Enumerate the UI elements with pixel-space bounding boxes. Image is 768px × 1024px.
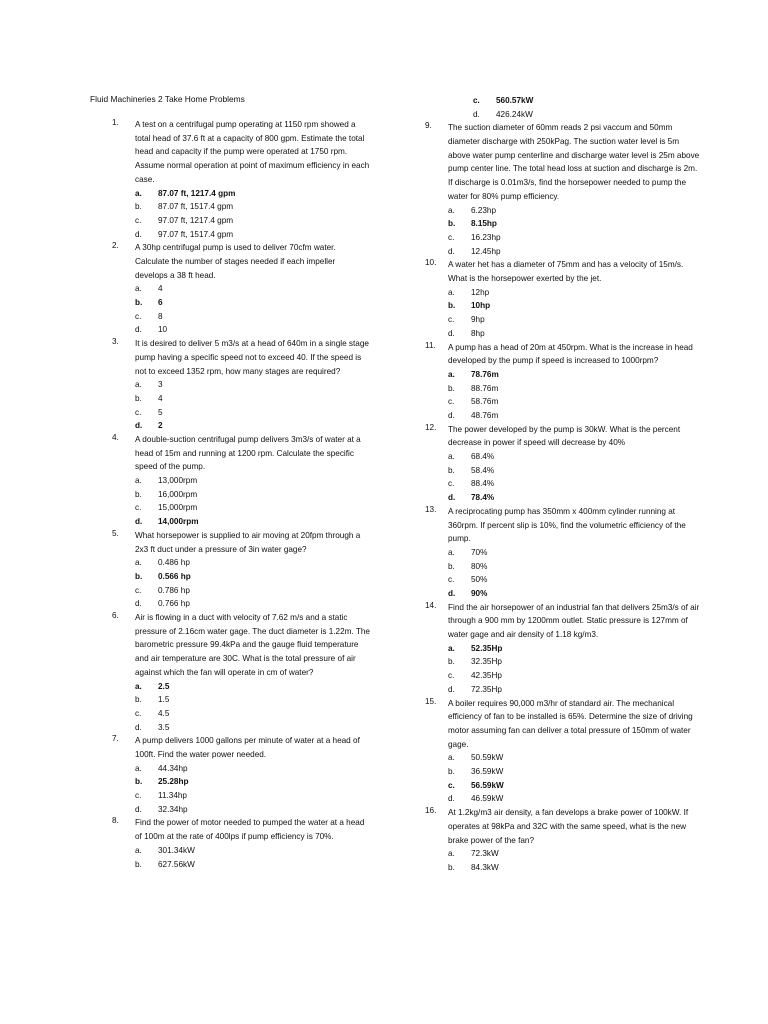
options-list xyxy=(135,187,370,242)
question-item xyxy=(112,816,370,871)
answer-option xyxy=(135,570,370,584)
question-text: A reciprocating pump has 350mm x 400mm cylinder running at 360rpm. If percent slip is 10%, find the volumetric efficiency of the pump. xyxy=(448,506,686,544)
option-letter: a. xyxy=(448,753,455,763)
question-text: A pump delivers 1000 gallons per minute of water at a head of 100ft. Find the water power needed. xyxy=(135,736,360,759)
answer-option xyxy=(135,501,370,515)
option-letter: b. xyxy=(448,561,455,571)
option-text: 2 xyxy=(158,421,163,431)
option-letter: a. xyxy=(448,547,455,557)
option-text: 32.34hp xyxy=(158,804,188,814)
option-text: 12hp xyxy=(471,287,490,297)
option-letter: c. xyxy=(448,315,455,325)
option-letter: d. xyxy=(135,229,142,239)
option-text: 426.24kW xyxy=(496,109,533,119)
option-text: 72.3kW xyxy=(471,849,499,859)
question-item xyxy=(425,258,700,340)
question-text: A water het has a diameter of 75mm and has a velocity of 15m/s. What is the horsepower exerted by the jet. xyxy=(448,260,684,284)
question-item xyxy=(112,529,370,611)
option-text: 6.23hp xyxy=(471,205,497,215)
answer-option xyxy=(448,299,700,313)
option-text: 9hp xyxy=(471,315,485,325)
question-number: 15. xyxy=(425,696,437,706)
option-text: 5 xyxy=(158,407,163,417)
question-item xyxy=(425,806,700,874)
options-list xyxy=(448,546,700,601)
question-item xyxy=(112,118,370,241)
option-letter: c. xyxy=(135,311,142,321)
question-item xyxy=(425,505,700,601)
option-letter: c. xyxy=(448,780,455,790)
options-list xyxy=(448,204,700,259)
option-text: 42.35Hp xyxy=(471,671,502,681)
option-letter: a. xyxy=(135,681,142,691)
option-text: 10 xyxy=(158,325,168,335)
option-text: 15,000rpm xyxy=(158,503,198,513)
option-letter: b. xyxy=(448,465,455,475)
answer-option xyxy=(135,406,370,420)
option-text: 50% xyxy=(471,575,488,585)
options-list xyxy=(448,450,700,505)
answer-option xyxy=(448,477,700,491)
option-text: 88.4% xyxy=(471,479,495,489)
question-number: 11. xyxy=(425,340,436,350)
right-questions xyxy=(425,121,700,874)
question-item xyxy=(112,337,370,433)
option-text: 78.4% xyxy=(471,493,495,503)
option-letter: b. xyxy=(448,862,455,872)
question-item xyxy=(425,121,700,258)
option-text: 10hp xyxy=(471,301,491,311)
option-letter: b. xyxy=(135,859,142,869)
option-letter: b. xyxy=(135,393,142,403)
option-text: 0.486 hp xyxy=(158,558,190,568)
option-letter: c. xyxy=(448,671,455,681)
option-text: 32.35Hp xyxy=(471,657,502,667)
answer-option xyxy=(135,597,370,611)
option-text: 88.76m xyxy=(471,383,499,393)
option-text: 0.786 hp xyxy=(158,585,190,595)
answer-option xyxy=(135,858,370,872)
answer-option xyxy=(135,515,370,529)
answer-option xyxy=(448,683,700,697)
option-text: 8 xyxy=(158,311,163,321)
option-text: 13,000rpm xyxy=(158,476,198,486)
question-number: 13. xyxy=(425,504,437,514)
answer-option xyxy=(448,765,700,779)
answer-option xyxy=(135,584,370,598)
answer-option xyxy=(135,378,370,392)
option-text: 58.4% xyxy=(471,465,495,475)
question-text: At 1.2kg/m3 air density, a fan develops a brake power of 100kW. If operates at 98kPa and 32C with the same speed, what is the new brake power of the fan? xyxy=(448,808,689,845)
option-text: 2.5 xyxy=(158,681,170,691)
answer-option xyxy=(448,792,700,806)
options-list xyxy=(448,368,700,423)
answer-option xyxy=(135,789,370,803)
answer-option xyxy=(135,419,370,433)
question-text: The suction diameter of 60mm reads 2 psi vaccum and 50mm diameter discharge with 250kPag. The suction water level is 5m above water pump centerline and discharge water level is 25m above pump center line. The total head loss at suction and discharge is 2m. If discharge is 0.01m3/s, find the horsepower needed to pump the water for 80% pump efficiency. xyxy=(448,123,700,201)
option-letter: b. xyxy=(448,301,456,311)
question-item xyxy=(425,601,700,697)
option-letter: c. xyxy=(448,575,455,585)
answer-option xyxy=(135,844,370,858)
option-text: 8hp xyxy=(471,328,485,338)
option-letter: c. xyxy=(473,96,480,105)
option-letter: a. xyxy=(135,558,142,568)
answer-option xyxy=(448,779,700,793)
question-number: 6. xyxy=(112,611,119,620)
question-text: A boiler requires 90,000 m3/hr of standard air. The mechanical efficiency of fan to be installed is 65%. Determine the size of driving motor assuming fan can deliver a total pressure of 150mm of water gage. xyxy=(448,698,693,749)
question-text: A double-suction centrifugal pump delivers 3m3/s of water at a head of 15m and running at 1200 rpm. Calculate the specific speed of the pump. xyxy=(135,434,361,472)
question-text: Air is flowing in a duct with velocity of 7.62 m/s and a static pressure of 2.16cm water gage. The duct diameter is 1.22m. The barometric pressure 99.4kPa and the gauge fluid temperature and air temperature are 30C. What is the total pressure of air against which the fan will operate in cm of water? xyxy=(135,613,370,677)
answer-option xyxy=(135,707,370,721)
option-text: 6 xyxy=(158,298,163,308)
option-text: 78.76m xyxy=(471,369,499,379)
option-letter: b. xyxy=(135,571,143,581)
answer-option xyxy=(448,491,700,505)
answer-option xyxy=(135,556,370,570)
question-item xyxy=(112,611,370,734)
answer-option xyxy=(448,204,700,218)
option-text: 72.35Hp xyxy=(471,684,502,694)
option-text: 14,000rpm xyxy=(158,517,199,527)
answer-option xyxy=(473,108,700,122)
option-text: 36.59kW xyxy=(471,767,504,777)
option-letter: a. xyxy=(448,643,455,653)
question-number: 12. xyxy=(425,422,437,432)
options-list xyxy=(135,844,370,871)
answer-option xyxy=(448,313,700,327)
question-item xyxy=(425,697,700,807)
option-text: 3 xyxy=(158,380,163,390)
option-text: 56.59kW xyxy=(471,780,504,790)
answer-option xyxy=(135,762,370,776)
option-letter: d. xyxy=(448,328,455,338)
options-list xyxy=(448,642,700,697)
answer-option xyxy=(135,392,370,406)
answer-option xyxy=(448,464,700,478)
option-text: 70% xyxy=(471,547,488,557)
option-letter: b. xyxy=(135,777,143,787)
option-text: 58.76m xyxy=(471,397,499,407)
question-number: 5. xyxy=(112,528,119,538)
question-item xyxy=(112,734,370,816)
option-text: 80% xyxy=(471,561,488,571)
question-number: 7. xyxy=(112,734,119,744)
option-letter: b. xyxy=(135,298,143,308)
question-number: 14. xyxy=(425,600,437,610)
option-text: 68.4% xyxy=(471,452,495,462)
options-list xyxy=(135,762,370,817)
option-letter: c. xyxy=(135,407,142,417)
left-column xyxy=(112,118,370,871)
option-text: 8.15hp xyxy=(471,219,497,229)
continued-options xyxy=(425,94,700,121)
options-list xyxy=(135,474,370,529)
question-number: 16. xyxy=(425,806,437,816)
option-letter: a. xyxy=(448,205,455,215)
answer-option xyxy=(135,228,370,242)
option-text: 4.5 xyxy=(158,708,170,718)
answer-option xyxy=(448,231,700,245)
option-letter: c. xyxy=(448,232,455,242)
option-letter: a. xyxy=(448,369,455,379)
option-text: 3.5 xyxy=(158,722,170,732)
answer-option xyxy=(448,642,700,656)
answer-option xyxy=(448,655,700,669)
option-letter: d. xyxy=(135,804,142,814)
question-text: It is desired to deliver 5 m3/s at a head of 640m in a single stage pump having a specific speed not to exceed 40. If the speed is not to exceed 1352 rpm, how many stages are required? xyxy=(135,339,369,376)
answer-option xyxy=(448,546,700,560)
answer-option xyxy=(135,488,370,502)
answer-option xyxy=(448,368,700,382)
option-letter: d. xyxy=(448,794,455,804)
option-text: 46.59kW xyxy=(471,794,504,804)
answer-option xyxy=(473,94,700,108)
option-letter: c. xyxy=(135,215,142,225)
answer-option xyxy=(135,721,370,735)
answer-option xyxy=(448,245,700,259)
question-text: A 30hp centrifugal pump is used to deliver 70cfm water. Calculate the number of stages needed if each impeller develops a 38 ft head. xyxy=(135,243,336,280)
question-text: A pump has a head of 20m at 450rpm. What is the increase in head developed by the pump if speed is increased to 1000rpm? xyxy=(448,342,693,366)
option-letter: b. xyxy=(135,489,142,499)
option-text: 4 xyxy=(158,284,163,294)
option-text: 50.59kW xyxy=(471,753,504,763)
answer-option xyxy=(135,693,370,707)
answer-option xyxy=(135,323,370,337)
option-text: 16,000rpm xyxy=(158,489,198,499)
option-text: 90% xyxy=(471,588,488,598)
option-text: 87.07 ft, 1517.4 gpm xyxy=(158,202,234,212)
question-item xyxy=(112,241,370,337)
answer-option xyxy=(135,296,370,310)
option-letter: b. xyxy=(135,695,142,705)
option-letter: c. xyxy=(448,397,455,407)
question-item xyxy=(425,423,700,505)
options-list xyxy=(135,378,370,433)
options-list xyxy=(135,556,370,611)
document-title: Fluid Machineries 2 Take Home Problems xyxy=(90,94,245,104)
option-text: 0.766 hp xyxy=(158,599,190,609)
question-number: 10. xyxy=(425,258,437,268)
answer-option xyxy=(448,573,700,587)
option-text: 0.566 hp xyxy=(158,571,191,581)
answer-option xyxy=(448,327,700,341)
option-text: 301.34kW xyxy=(158,845,195,855)
question-text: What horsepower is supplied to air moving at 20fpm through a 2x3 ft duct under a pressure of 3in water gage? xyxy=(135,530,361,554)
option-letter: c. xyxy=(135,503,142,513)
option-text: 11.34hp xyxy=(158,791,187,801)
option-letter: d. xyxy=(473,109,480,119)
question-number: 3. xyxy=(112,337,119,347)
option-letter: d. xyxy=(135,325,142,335)
option-text: 16.23hp xyxy=(471,232,501,242)
option-letter: b. xyxy=(448,219,456,229)
answer-option xyxy=(135,775,370,789)
answer-option xyxy=(135,282,370,296)
option-letter: d. xyxy=(448,588,456,598)
question-text: The power developed by the pump is 30kW. What is the percent decrease in power if speed will decrease by 40% xyxy=(448,424,681,448)
option-text: 627.56kW xyxy=(158,859,195,869)
question-number: 1. xyxy=(112,118,119,127)
option-letter: b. xyxy=(448,767,455,777)
option-letter: c. xyxy=(135,585,142,595)
option-letter: d. xyxy=(135,421,143,431)
option-letter: a. xyxy=(448,287,455,297)
options-list xyxy=(448,286,700,341)
option-letter: c. xyxy=(135,708,142,718)
question-text: Find the air horsepower of an industrial fan that delivers 25m3/s of air through a 900 mm by 1200mm outlet. Static pressure is 127mm of water gage and air density of 1.18 kg/m3. xyxy=(448,602,700,640)
right-column xyxy=(425,94,700,875)
answer-option xyxy=(448,669,700,683)
option-text: 560.57kW xyxy=(496,96,534,105)
answer-option xyxy=(448,409,700,423)
options-list xyxy=(135,680,370,735)
option-letter: a. xyxy=(448,452,455,462)
option-text: 44.34hp xyxy=(158,763,188,773)
option-letter: d. xyxy=(448,410,455,420)
question-number: 4. xyxy=(112,432,119,442)
option-text: 25.28hp xyxy=(158,777,189,787)
answer-option xyxy=(448,395,700,409)
answer-option xyxy=(448,751,700,765)
option-letter: b. xyxy=(448,383,455,393)
answer-option xyxy=(448,587,700,601)
option-text: 84.3kW xyxy=(471,862,499,872)
option-text: 1.5 xyxy=(158,695,170,705)
option-letter: a. xyxy=(135,188,142,198)
answer-option xyxy=(135,187,370,201)
options-list xyxy=(448,751,700,806)
option-text: 52.35Hp xyxy=(471,643,503,653)
question-number: 8. xyxy=(112,816,119,826)
answer-option xyxy=(448,217,700,231)
answer-option xyxy=(135,200,370,214)
options-list xyxy=(448,847,700,874)
question-text: Find the power of motor needed to pumped the water at a head of 100m at the rate of 400lps if pump efficiency is 70%. xyxy=(135,818,365,842)
question-item xyxy=(112,433,370,529)
option-letter: a. xyxy=(135,380,142,390)
answer-option xyxy=(135,474,370,488)
option-text: 4 xyxy=(158,393,163,403)
option-letter: d. xyxy=(135,599,142,609)
question-text: A test on a centrifugal pump operating at 1150 rpm showed a total head of 37.6 ft at a capacity of 800 gpm. Estimate the total head and capacity if the pump were operated at 1750 rpm. Assume normal operation at point of maximum efficiency in each case. xyxy=(135,120,370,184)
answer-option xyxy=(135,803,370,817)
answer-option xyxy=(135,214,370,228)
option-text: 87.07 ft, 1217.4 gpm xyxy=(158,188,236,198)
answer-option xyxy=(448,861,700,875)
option-letter: a. xyxy=(135,476,142,486)
answer-option xyxy=(448,560,700,574)
option-letter: a. xyxy=(135,845,142,855)
question-item xyxy=(425,341,700,423)
option-letter: c. xyxy=(135,791,142,801)
answer-option xyxy=(135,310,370,324)
option-letter: d. xyxy=(135,722,142,732)
option-text: 97.07 ft, 1217.4 gpm xyxy=(158,215,234,225)
option-letter: d. xyxy=(135,517,143,527)
options-list xyxy=(135,282,370,337)
answer-option xyxy=(135,680,370,694)
answer-option xyxy=(448,847,700,861)
option-letter: a. xyxy=(135,284,142,294)
option-text: 97.07 ft, 1517.4 gpm xyxy=(158,229,234,239)
option-letter: b. xyxy=(135,202,142,212)
option-letter: b. xyxy=(448,657,455,667)
option-letter: a. xyxy=(448,849,455,859)
option-text: 48.76m xyxy=(471,410,499,420)
question-number: 2. xyxy=(112,241,119,251)
answer-option xyxy=(448,286,700,300)
answer-option xyxy=(448,382,700,396)
option-letter: d. xyxy=(448,246,455,256)
option-letter: d. xyxy=(448,684,455,694)
option-letter: a. xyxy=(135,763,142,773)
option-letter: c. xyxy=(448,479,455,489)
question-number: 9. xyxy=(425,121,432,131)
option-text: 12.45hp xyxy=(471,246,501,256)
answer-option xyxy=(448,450,700,464)
option-letter: d. xyxy=(448,493,456,503)
